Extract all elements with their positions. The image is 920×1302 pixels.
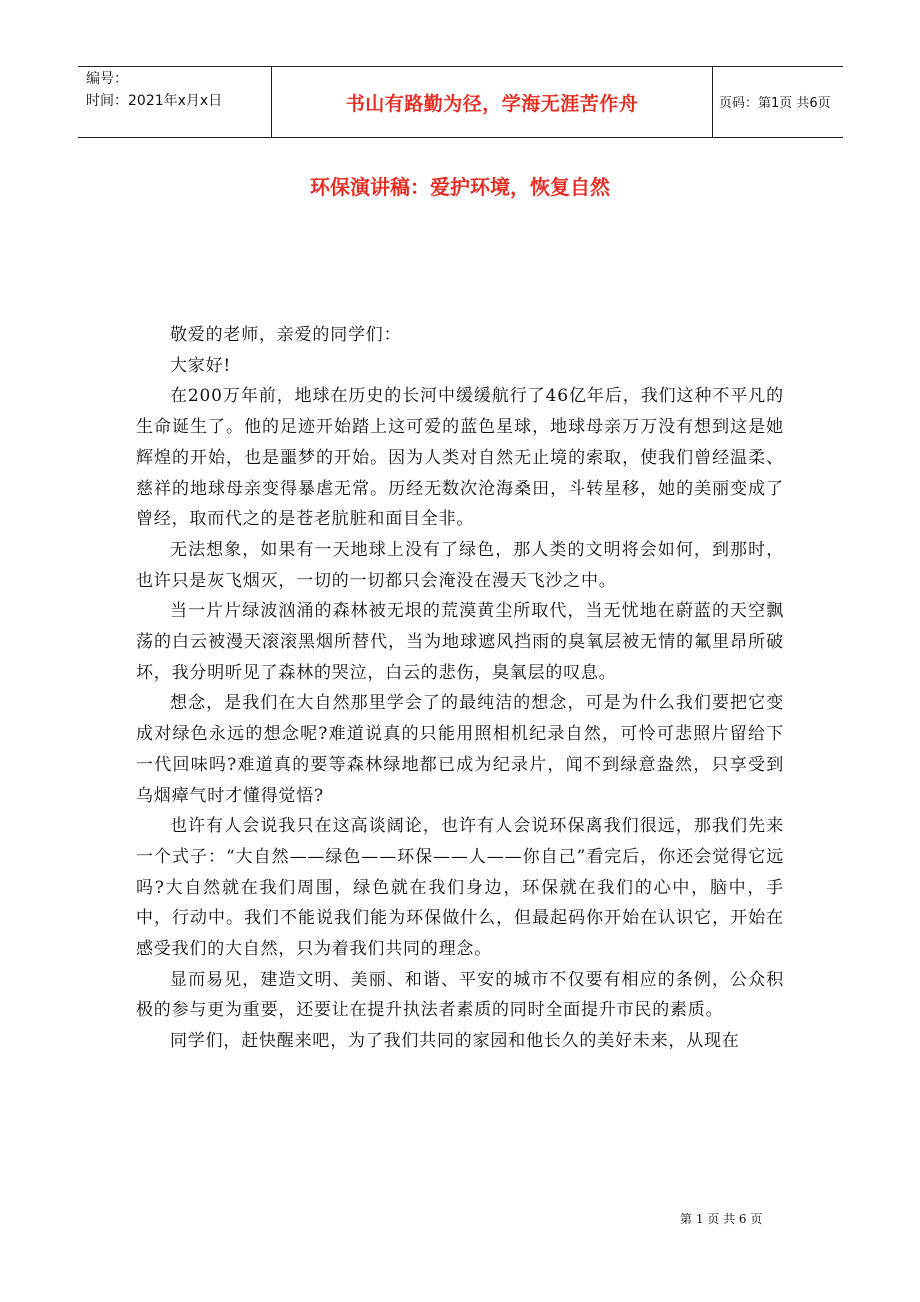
document-date: 时间：2021年x月x日 <box>86 93 223 109</box>
paragraph: 想念，是我们在大自然那里学会了的最纯洁的想念，可是为什么我们要把它变成对绿色永远的想念呢?难道说真的只能用照相机纪录自然，可怜可悲照片留给下一代回味吗?难道真的要等森林绿地都已成为纪录片，闻不到绿意盎然，只享受到乌烟瘴气时才懂得觉悟? <box>136 693 784 806</box>
paragraph: 显而易见，建造文明、美丽、和谐、平安的城市不仅要有相应的条例，公众积极的参与更为重要，还要让在提升执法者素质的同时全面提升市民的素质。 <box>136 969 784 1021</box>
page-header <box>78 66 843 138</box>
page-footer: 第 1 页 共 6 页 <box>680 1212 763 1226</box>
paragraph: 无法想象，如果有一天地球上没有了绿色，那人类的文明将会如何，到那时，也许只是灰飞烟灭，一切的一切都只会淹没在漫天飞沙之中。 <box>136 539 784 591</box>
header-motto: 书山有路勤为径，学海无涯苦作舟 <box>345 93 639 115</box>
paragraph: 敬爱的老师，亲爱的同学们： <box>170 325 402 345</box>
paragraph: 同学们，赶快醒来吧，为了我们共同的家园和他长久的美好未来，从现在 <box>170 1031 740 1052</box>
header-motto-cell <box>271 67 713 137</box>
header-page-info: 页码：第1页 共6页 <box>719 96 831 111</box>
paragraph: 大家好! <box>170 355 232 376</box>
document-number-label: 编号： <box>86 71 128 87</box>
paragraph: 也许有人会说我只在这高谈阔论，也许有人会说环保离我们很远，那我们先来一个式子：“大自然——绿色——环保——人——你自己”看完后，你还会觉得它远吗?大自然就在我们周围，绿色就在我们身边，环保就在我们的心中，脑中，手中，行动中。我们不能说我们能为环保做什么，但最起码你开始在认识它，开始在感受我们的大自然，只为着我们共同的理念。 <box>136 816 784 960</box>
header-meta-cell <box>78 67 271 137</box>
document-body <box>136 320 784 1057</box>
document-title: 环保演讲稿：爱护环境，恢复自然 <box>310 175 610 199</box>
paragraph: 在200万年前，地球在历史的长河中缓缓航行了46亿年后，我们这种不平凡的生命诞生了。他的足迹开始踏上这可爱的蓝色星球，地球母亲万万没有想到这是她辉煌的开始，也是噩梦的开始。因为人类对自然无止境的索取，使我们曾经温柔、慈祥的地球母亲变得暴虐无常。历经无数次沧海桑田，斗转星移，她的美丽变成了曾经，取而代之的是苍老肮脏和面目全非。 <box>136 386 784 530</box>
paragraph: 当一片片绿波汹涌的森林被无垠的荒漠黄尘所取代，当无忧地在蔚蓝的天空飘荡的白云被漫天滚滚黑烟所替代，当为地球遮风挡雨的臭氧层被无情的氟里昂所破坏，我分明听见了森林的哭泣，白云的悲伤，臭氧层的叹息。 <box>136 601 784 683</box>
header-page-cell <box>711 67 843 137</box>
